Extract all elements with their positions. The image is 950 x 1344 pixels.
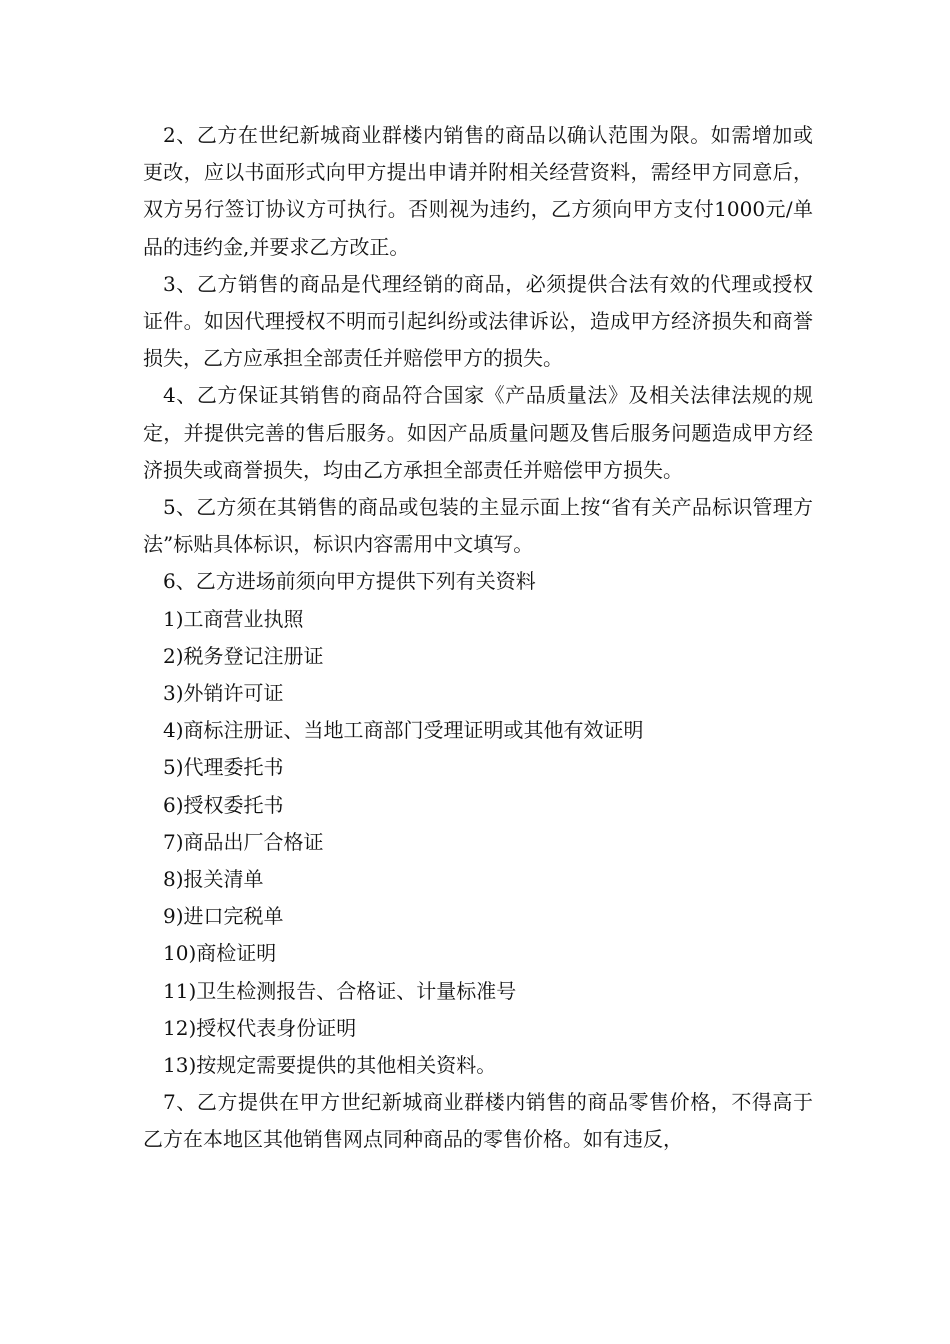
clause-7: 7、乙方提供在甲方世纪新城商业群楼内销售的商品零售价格，不得高于乙方在本地区其他销售网点同种商品的零售价格。如有违反， xyxy=(143,1090,813,1152)
material-item-11: 11)卫生检测报告、合格证、计量标准号 xyxy=(163,978,517,1003)
clause-6: 6、乙方进场前须向甲方提供下列有关资料 xyxy=(163,569,536,594)
material-item-3: 3)外销许可证 xyxy=(163,681,284,706)
material-item-10: 10)商检证明 xyxy=(163,941,277,966)
material-item-6: 6)授权委托书 xyxy=(163,792,284,817)
material-item-12: 12)授权代表身份证明 xyxy=(163,1015,357,1040)
clause-5: 5、乙方须在其销售的商品或包装的主显示面上按“省有关产品标识管理方法”标贴具体标识，标识内容需用中文填写。 xyxy=(143,495,813,557)
material-item-2: 2)税务登记注册证 xyxy=(163,643,324,668)
material-item-13: 13)按规定需要提供的其他相关资料。 xyxy=(163,1053,497,1078)
clause-3: 3、乙方销售的商品是代理经销的商品，必须提供合法有效的代理或授权证件。如因代理授权不明而引起纠纷或法律诉讼，造成甲方经济损失和商誉损失，乙方应承担全部责任并赔偿甲方的损失。 xyxy=(143,271,813,371)
material-item-9: 9)进口完税单 xyxy=(163,904,284,929)
material-item-1: 1)工商营业执照 xyxy=(163,606,304,631)
material-item-5: 5)代理委托书 xyxy=(163,755,284,780)
clause-4: 4、乙方保证其销售的商品符合国家《产品质量法》及相关法律法规的规定，并提供完善的售后服务。如因产品质量问题及售后服务问题造成甲方经济损失或商誉损失，均由乙方承担全部责任并赔偿甲方损失。 xyxy=(143,383,813,482)
material-item-7: 7)商品出厂合格证 xyxy=(163,829,324,854)
document-body xyxy=(143,117,813,1159)
material-item-8: 8)报关清单 xyxy=(163,867,264,892)
clause-2: 2、乙方在世纪新城商业群楼内销售的商品以确认范围为限。如需增加或更改，应以书面形式向甲方提出申请并附相关经营资料，需经甲方同意后，双方另行签订协议方可执行。否则视为违约，乙方须向甲方支付1000元/单品的违约金,并要求乙方改正。 xyxy=(143,123,813,259)
material-item-4: 4)商标注册证、当地工商部门受理证明或其他有效证明 xyxy=(163,718,644,743)
